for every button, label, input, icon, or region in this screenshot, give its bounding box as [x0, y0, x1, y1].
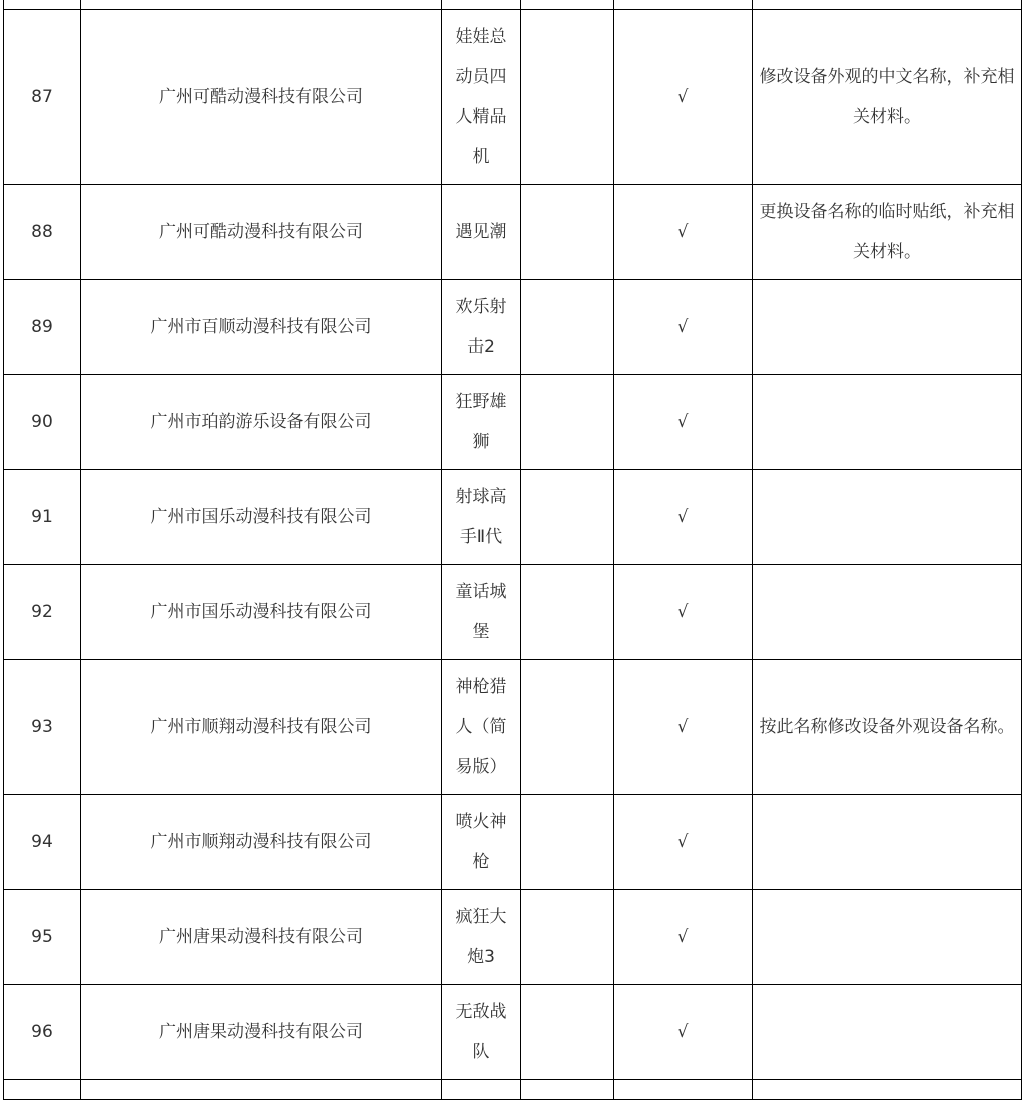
note: [753, 375, 1022, 470]
table-row-top-continuation: [4, 0, 1022, 10]
table-row: [4, 890, 1022, 985]
blank-cell: [521, 375, 614, 470]
company-name: 广州市国乐动漫科技有限公司: [81, 470, 442, 565]
device-name: 娃娃总动员四人精品机: [442, 10, 521, 185]
table-row: [4, 280, 1022, 375]
device-name: 无敌战队: [442, 985, 521, 1080]
row-number: 87: [4, 10, 81, 185]
note: [753, 890, 1022, 985]
table-row: [4, 660, 1022, 795]
row-number: 92: [4, 565, 81, 660]
records-table: [3, 0, 1022, 1100]
blank-cell: [521, 795, 614, 890]
blank-cell: [521, 985, 614, 1080]
company-name: 广州唐果动漫科技有限公司: [81, 890, 442, 985]
note: [753, 470, 1022, 565]
row-number: 89: [4, 280, 81, 375]
check-mark: √: [614, 660, 753, 795]
blank-cell: [521, 660, 614, 795]
blank-cell: [521, 185, 614, 280]
row-number: 96: [4, 985, 81, 1080]
note: 修改设备外观的中文名称，补充相关材料。: [753, 10, 1022, 185]
row-number: 88: [4, 185, 81, 280]
table-row: [4, 185, 1022, 280]
row-number: 91: [4, 470, 81, 565]
company-name: 广州可酷动漫科技有限公司: [81, 10, 442, 185]
table-row-bottom-continuation: [4, 1080, 1022, 1100]
company-name: 广州唐果动漫科技有限公司: [81, 985, 442, 1080]
check-mark: √: [614, 280, 753, 375]
check-mark: √: [614, 470, 753, 565]
row-number: 95: [4, 890, 81, 985]
device-name: 遇见潮: [442, 185, 521, 280]
device-name: 射球高手Ⅱ代: [442, 470, 521, 565]
check-mark: √: [614, 890, 753, 985]
note: 更换设备名称的临时贴纸，补充相关材料。: [753, 185, 1022, 280]
row-number: 94: [4, 795, 81, 890]
device-name: 狂野雄狮: [442, 375, 521, 470]
check-mark: √: [614, 795, 753, 890]
device-name: 童话城堡: [442, 565, 521, 660]
blank-cell: [521, 565, 614, 660]
table-row: [4, 470, 1022, 565]
note: [753, 565, 1022, 660]
blank-cell: [521, 10, 614, 185]
table-row: [4, 565, 1022, 660]
company-name: 广州市顺翔动漫科技有限公司: [81, 795, 442, 890]
table-row: [4, 375, 1022, 470]
device-name: 欢乐射击2: [442, 280, 521, 375]
blank-cell: [521, 470, 614, 565]
check-mark: √: [614, 185, 753, 280]
device-name: 神枪猎人（简易版）: [442, 660, 521, 795]
device-name: 疯狂大炮3: [442, 890, 521, 985]
row-number: 93: [4, 660, 81, 795]
blank-cell: [521, 890, 614, 985]
check-mark: √: [614, 375, 753, 470]
check-mark: √: [614, 565, 753, 660]
device-name: 喷火神枪: [442, 795, 521, 890]
table-row: [4, 10, 1022, 185]
check-mark: √: [614, 10, 753, 185]
note: [753, 280, 1022, 375]
company-name: 广州市国乐动漫科技有限公司: [81, 565, 442, 660]
check-mark: √: [614, 985, 753, 1080]
company-name: 广州可酷动漫科技有限公司: [81, 185, 442, 280]
note: 按此名称修改设备外观设备名称。: [753, 660, 1022, 795]
company-name: 广州市顺翔动漫科技有限公司: [81, 660, 442, 795]
company-name: 广州市百顺动漫科技有限公司: [81, 280, 442, 375]
table-row: [4, 795, 1022, 890]
company-name: 广州市珀韵游乐设备有限公司: [81, 375, 442, 470]
note: [753, 985, 1022, 1080]
row-number: 90: [4, 375, 81, 470]
table-row: [4, 985, 1022, 1080]
blank-cell: [521, 280, 614, 375]
note: [753, 795, 1022, 890]
